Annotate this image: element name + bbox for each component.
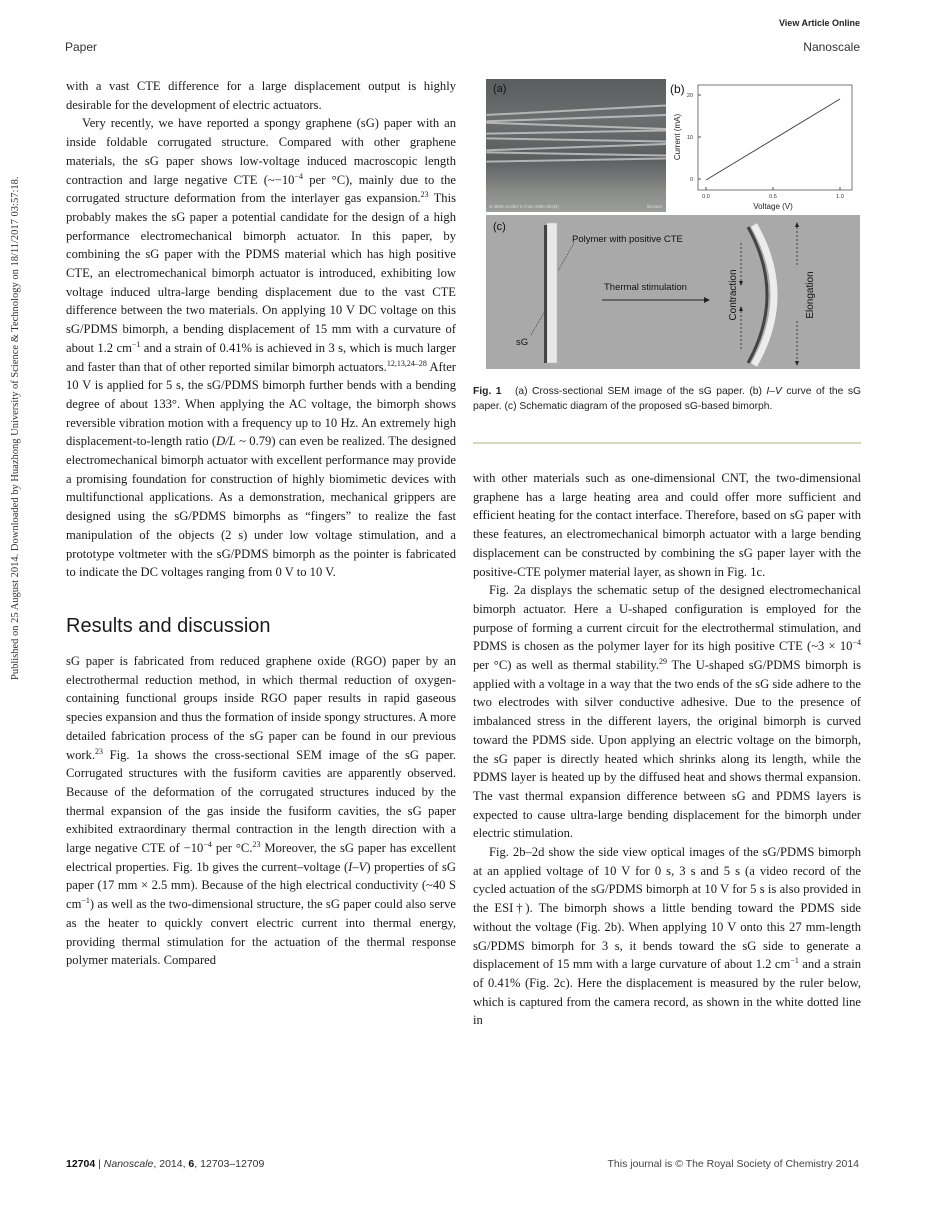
figure-caption: Fig. 1 (a) Cross-sectional SEM image of the sG paper. (b) I–V curve of the sG paper. (c) Schematic diagram of the proposed sG-based bimorph. <box>473 386 862 412</box>
sem-image-panel <box>486 79 666 212</box>
thermal-stimulation-label: Thermal stimulation <box>604 282 687 293</box>
svg-text:0.5: 0.5 <box>769 194 777 200</box>
paragraph: sG paper is fabricated from reduced graphene oxide (RGO) paper by an electrothermal reduction method, in which thermal reduction of oxygen-containing functional groups inside RGO paper results in rapid gaseous species expansion and thus the formation of inside spongy structures. A more detailed fabrication process of the sG paper can be found in our previous work.$^{23}$ Fig. 1a shows the cross-sectional SEM image of the sG paper. Corrugated structures with the fusiform cavities are apparently observed. Because of the deformation of the corrugated structures induced by the thermal expansion of the gas inside the fusiform cavities, the sG paper exhibited extraordinary thermal contraction in the length direction with a large negative CTE of $-10^{-4}$ per °C.$^{23}$ Moreover, the sG paper has excellent electrical properties. Fig. 1b gives the current–voltage (I–V) properties of sG paper (17 mm × 2.5 mm). Because of the high electrical conductivity (~40 S $cm^{-1}$) as well as the two-dimensional structure, the sG paper could also serve as the heater to quickly convert electric current into thermal energy, providing thermal stimulation for the actuation of the thermal response polymer materials. Compared <box>66 653 456 968</box>
bimorph-schematic-panel <box>486 215 860 369</box>
paragraph: Very recently, we have reported a spongy graphene (sG) paper with an inside foldable corrugated structure. Compared with other graphene materials, the sG paper shows low-voltage induced macroscopic length contraction and large negative CTE ($\sim-10^{-4}$ per °C), mainly due to the corrugated structure deformation from the interlayer gas expansion.$^{23}$ This probably makes the sG paper a potential candidate for the design of a high performance electromechanical bimorph actuator. In this paper, by combining the sG paper with the PDMS material which has high positive CTE, an electromechanical bimorph actuator is introduced, exhibiting low voltage induced ultra-large bending displacement due to the vast CTE difference between the two materials. On applying 10 V DC voltage on this sG/PDMS bimorph, a bending displacement of 15 mm with a curvature of about 1.2 $cm^{-1}$ and a strain of 0.41% is achieved in 3 s, which is much larger and faster than that of other reported similar bimorph actuators.$^{12,13,24-28}$ After 10 V is applied for 5 s, the sG/PDMS bimorph further bends with a bending degree of about 133°. When applying the AC voltage, the bimorph shows reversible vibration motion with a frequency up to 10 Hz. An extremely high displacement-to-length ratio (D/L ~ 0.79) can even be realized. The designed electromechanical bimorph actuator with excellent performance may provide a promising foundation for construction of highly biomimetic devices with multifunctional applications. As a demonstration, mechanical grippers are designed using the sG/PDMS bimorphs as “fingers” to realize the fast manipulation of the objects (2 s) under low voltage stimulation, and a prototype voltmeter with the sG/PDMS bimorph as the pointer is fabricated to indicate the DC voltages ranging from 0 V to 10 V. <box>66 116 457 580</box>
citation-link[interactable]: 23 <box>252 840 261 850</box>
panel-label: (a) <box>493 83 507 95</box>
paragraph: with a vast CTE difference for a large displacement output is highly desirable for the development of electric actuators. <box>66 79 456 112</box>
iv-curve-chart <box>668 79 860 212</box>
caption-divider <box>473 442 861 444</box>
iv-plot <box>668 79 860 212</box>
scale-bar-label: 50.0um <box>646 204 662 209</box>
svg-text:20: 20 <box>686 93 693 99</box>
contraction-label: Contraction <box>728 269 739 321</box>
citation-link[interactable]: 29 <box>658 657 667 667</box>
left-column <box>66 77 456 970</box>
paragraph: Fig. 2b–2d show the side view optical images of the sG/PDMS bimorph at an applied voltage of 10 V for 0 s, 3 s and 5 s (a video record of the cycled actuation of the sG/PDMS bimorph at 10 V for 5 s is also provided in the ESI†). The bimorph shows a little bending toward the PDMS side without the voltage (Fig. 2b). When applying 10 V onto this 27 mm-length sG/PDMS bimorph for 3 s, it bends toward the sG side to generate a displacement of 15 mm with a large curvature of about 1.2 $cm^{-1}$ and a strain of 0.41% (Fig. 2c). Here the displacement is measured by the ruler below, which is captured from the camera record, as shown in the white dotted line in <box>473 845 861 1028</box>
citation-link[interactable]: 12,13,24–28 <box>386 358 427 368</box>
svg-text:0: 0 <box>689 177 693 183</box>
citation-link[interactable]: 23 <box>95 746 104 756</box>
paragraph: with other materials such as one-dimensional CNT, the two-dimensional graphene has a large heating area and could offer more sufficient and efficient heating for the contact interface. Therefore, based on sG paper with these features, an electromechanical bimorph actuator with a large bending displacement can be constructed by combining the sG paper layer with the positive-CTE polymer material layer, as shown in Fig. 1c. <box>473 471 861 579</box>
citation-link[interactable]: 23 <box>420 190 429 200</box>
figure-1 <box>486 79 860 369</box>
svg-text:0.0: 0.0 <box>702 194 710 200</box>
header-section-label: Paper <box>65 40 98 54</box>
svg-text:Voltage (V): Voltage (V) <box>753 202 793 211</box>
panel-label: (c) <box>493 221 506 233</box>
polymer-label: Polymer with positive CTE <box>572 234 683 245</box>
footer-copyright: This journal is © The Royal Society of Chemistry 2014 <box>607 1158 859 1170</box>
svg-text:10: 10 <box>686 135 693 141</box>
panel-label: (b) <box>670 82 685 96</box>
footer-citation: 12704 | Nanoscale, 2014, 6, 12703–12709 <box>66 1158 265 1170</box>
sg-label: sG <box>516 337 529 348</box>
view-article-online-link[interactable]: View Article Online <box>778 18 860 28</box>
header-journal-name: Nanoscale <box>803 40 860 54</box>
right-column <box>473 469 861 1030</box>
sem-metadata: S-4800 10.0kV 6.7mm x900 SE(M) <box>489 204 559 209</box>
paragraph: Fig. 2a displays the schematic setup of the designed electromechanical bimorph actuator. Here a U-shaped configuration is employed for the purpose of forming a current circuit for the electrothermal stimulation, and PDMS is chosen as the polymer layer for its high positive CTE (~3 × $10^{-4}$ per °C) as well as thermal stability.$^{29}$ The U-shaped sG/PDMS bimorph is applied with a voltage in a way that the two ends of the sG side adhere to the two electrodes with silver conductive adhesive. Due to the presence of imbalanced stress in the different layers, the original bimorph is curved toward the PDMS side. Upon applying an electric voltage on the bimorph, the sG paper is directly heated which shrinks along its length, while the PDMS layer is heated up by the diffused heat and shows thermal expansion. The vast thermal expansion difference between sG and PDMS layers is expected to cause ultra-large bending displacement for the bimorph under electric stimulation. <box>473 583 861 841</box>
publication-side-note: Published on 25 August 2014. Downloaded by Huazhong University of Science & Technology on 18/11/2017 03:57:18. <box>10 176 21 680</box>
page-number: 12704 <box>66 1158 96 1170</box>
svg-text:1.0: 1.0 <box>836 194 844 200</box>
elongation-label: Elongation <box>805 271 816 319</box>
svg-text:Current (mA): Current (mA) <box>673 113 682 161</box>
section-heading: Results and discussion <box>66 614 271 637</box>
